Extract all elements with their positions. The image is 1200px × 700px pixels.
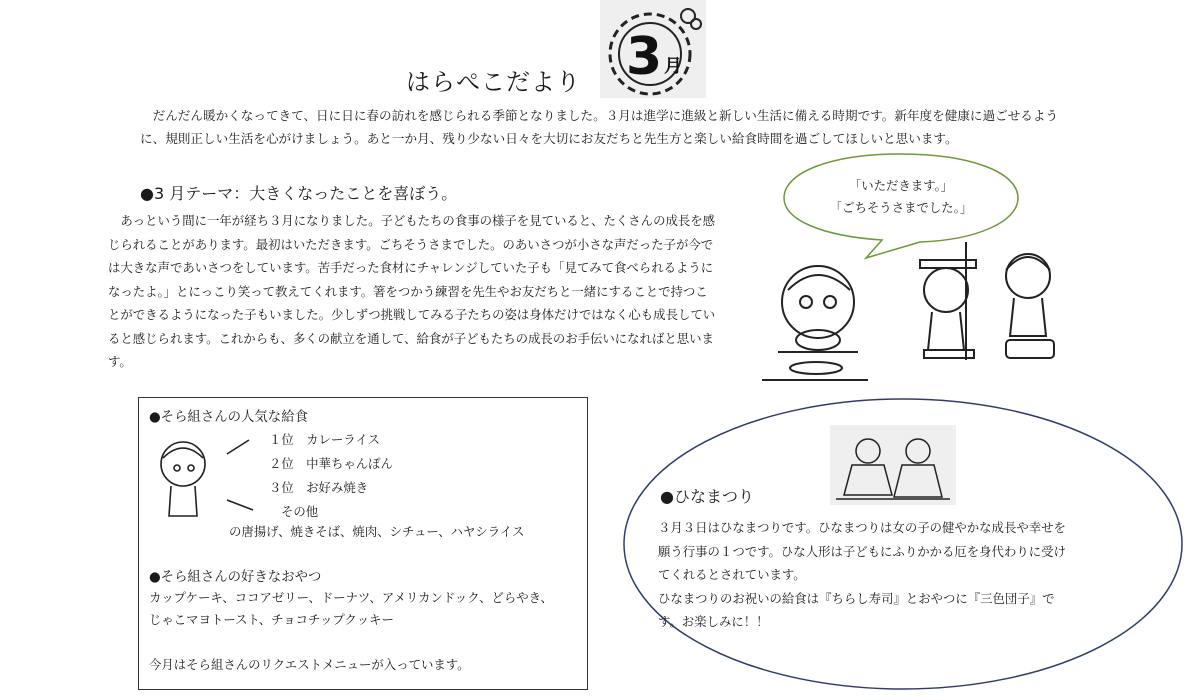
child-measuring-icon bbox=[920, 242, 976, 360]
girl-on-scale-icon bbox=[1006, 254, 1054, 358]
theme-paragraph: あっという間に一年が経ち３月になりました。子どもたちの食事の様子を見ていると、たくさんの成長を感じられることがあります。最初はいただきます。ごちそうさまでした。のあいさつが小さな声だった子が今では大きな声であいさつをしています。苦手だった食材にチャレンジしていた子も「見てみて食べられるようになったよ。」とにっこり笑って教えてくれます。箸をつかう練習を先生やお友だちと一緒にすることで持つことができるようになった子もいました。少しずつ挑戦してみる子たちの姿は身体だけではなく心も成長していると感じられます。これからも、多くの献立を通して、給食が子どもたちの成長のお手伝いになればと思います。 bbox=[108, 213, 716, 369]
month-unit: 月 bbox=[664, 56, 682, 77]
month-number: 3 bbox=[626, 27, 663, 87]
hinamatsuri-paragraph-2: ひなまつりのお祝いの給食は『ちらし寿司』とおやつに『三色団子』です。お楽しみに！！ bbox=[658, 590, 1055, 629]
snack-line-1: カップケーキ、ココアゼリー、ドーナツ、アメリカンドック、どらやき、 bbox=[149, 590, 553, 605]
rank-1: １位 カレーライス bbox=[269, 432, 381, 447]
intro-section bbox=[140, 104, 1070, 150]
sora-class-box bbox=[138, 397, 588, 690]
theme-heading: ●3 月テーマ：大きくなったことを喜ぼう。 bbox=[140, 184, 458, 203]
theme-section bbox=[108, 209, 716, 374]
snack-heading: ●そら組さんの好きなおやつ bbox=[149, 570, 322, 585]
page-title: はらぺこだより bbox=[406, 68, 581, 96]
child-thinking-icon bbox=[153, 434, 263, 534]
intro-paragraph: だんだん暖かくなってきて、日に日に春の訪れを感じられる季節となりました。３月は進学に進級と新しい生活に備える時期です。新年度を健康に過ごせるように、規則正しい生活を心がけましょう。あと一か月、残り少ない日々を大切にお友だちと先生方と楽しい給食時間を過ごしてほしいと思います。 bbox=[140, 108, 1059, 146]
hina-dolls-icon bbox=[830, 425, 956, 505]
rank-3: ３位 お好み焼き bbox=[269, 480, 369, 495]
boy-eating-icon bbox=[762, 266, 868, 380]
hinamatsuri-paragraph-1: ３月３日はひなまつりです。ひなまつりは女の子の健やかな成長や幸せを願う行事の１つです。ひな人形は子どもにふりかかる厄を身代わりに受けてくれるとされています。 bbox=[658, 520, 1066, 582]
others-label: その他 bbox=[281, 504, 319, 519]
others-list: の唐揚げ、焼きそば、焼肉、シチュー、ハヤシライス bbox=[229, 524, 525, 539]
children-illustration bbox=[758, 240, 1078, 390]
request-note: 今月はそら組さんのリクエストメニューが入っています。 bbox=[149, 657, 470, 672]
speech-line-2: 「ごちそうさまでした。」 bbox=[829, 200, 973, 215]
hinamatsuri-section bbox=[658, 516, 1068, 634]
rank-2: ２位 中華ちゃんぽん bbox=[269, 456, 393, 471]
popular-lunch-heading: ●そら組さんの人気な給食 bbox=[149, 410, 308, 425]
speech-line-1: 「いただきます。」 bbox=[848, 178, 954, 193]
month-gear-icon bbox=[600, 0, 706, 98]
hinamatsuri-heading: ●ひなまつり bbox=[660, 487, 754, 506]
snack-line-2: じゃこマヨトースト、チョコチップクッキー bbox=[149, 612, 394, 627]
